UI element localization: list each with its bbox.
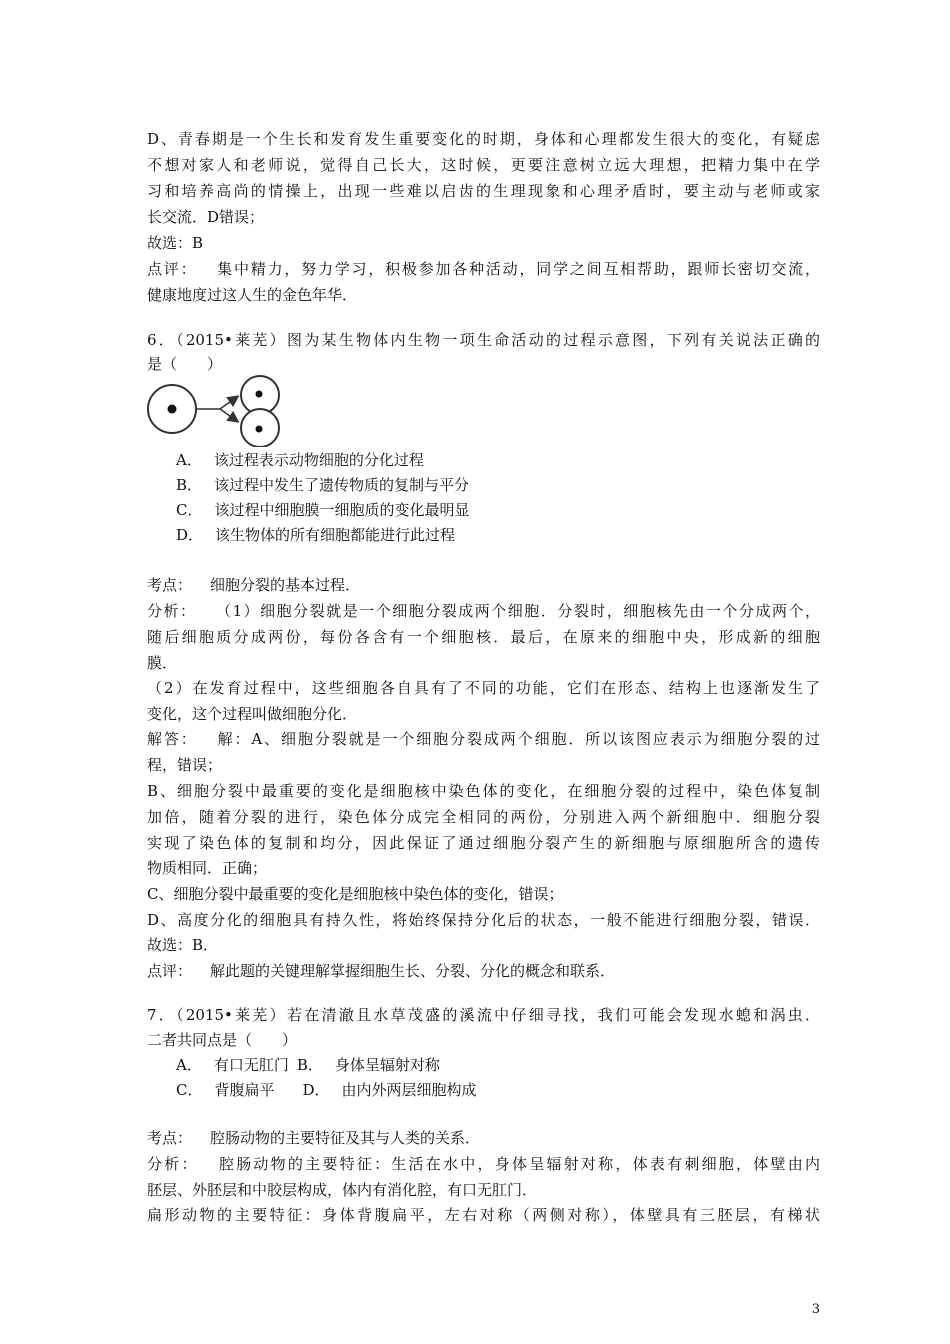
q6-dianping-label: 点评： bbox=[147, 962, 193, 980]
q6-jieda-line-7: C、细胞分裂中最重要的变化是细胞核中染色体的变化，错误； bbox=[147, 885, 564, 903]
q7-option-a-letter: A． bbox=[176, 1056, 202, 1074]
arrow-lower bbox=[220, 409, 237, 421]
q5-d-line-1: D、青春期是一个生长和发育发生重要变化的时期，身体和心理都发生很大的变化，有疑虑 bbox=[147, 130, 820, 148]
page-number: 3 bbox=[811, 1302, 820, 1317]
q6-jieda-line-1 bbox=[147, 729, 820, 749]
q7-fenxi-line-2: 胚层、外胚层和中胶层构成，体内有消化腔，有口无肛门． bbox=[147, 1181, 538, 1199]
q6-fenxi-line-4: （2）在发育过程中，这些细胞各自具有了不同的功能，它们在形态、结构上也逐渐发生了 bbox=[147, 679, 820, 697]
q7-option-a-text: 有口无肛门 bbox=[213, 1056, 289, 1074]
q7-options-row-2 bbox=[176, 1080, 820, 1100]
q6-option-d-letter: D． bbox=[176, 526, 204, 544]
q6-fenxi-line-1 bbox=[147, 601, 820, 621]
q7-fenxi-line-1 bbox=[147, 1154, 820, 1174]
q7-option-d-letter: D． bbox=[302, 1081, 330, 1099]
q7-fenxi-label: 分析： bbox=[147, 1155, 199, 1173]
q6-kaodian-text: 细胞分裂的基本过程． bbox=[210, 576, 361, 594]
q6-jieda-line-6: 物质相同．正确； bbox=[147, 859, 268, 877]
q6-fenxi-line-5: 变化，这个过程叫做细胞分化． bbox=[147, 705, 358, 723]
q6-jieda-line-9: 故选：B． bbox=[147, 936, 219, 954]
q6-option-c-letter: C． bbox=[176, 501, 203, 519]
q7-option-b-text: 身体呈辐射对称 bbox=[334, 1056, 440, 1074]
q7-kaodian-label: 考点： bbox=[147, 1129, 193, 1147]
q7-option-d-text: 由内外两层细胞构成 bbox=[341, 1081, 477, 1099]
parent-cell bbox=[148, 385, 196, 433]
q6-option-c-text: 该过程中细胞膜一细胞质的变化最明显 bbox=[214, 501, 470, 519]
q6-fenxi-line-2: 随后细胞质分成两份，每份各含有一个细胞核．最后，在原来的细胞中央，形成新的细胞 bbox=[147, 628, 820, 646]
q5-comment-line-2: 健康地度过这人生的金色年华． bbox=[147, 286, 358, 304]
q6-kaodian-label: 考点： bbox=[147, 576, 193, 594]
cell-division-figure bbox=[146, 375, 316, 447]
q6-jieda-text-1: 解：A、细胞分裂就是一个细胞分裂成两个细胞．所以该图应表示为细胞分裂的过 bbox=[215, 730, 820, 748]
q5-comment-text-1: 集中精力，努力学习，积极参加各种活动，同学之间互相帮助，跟师长密切交流， bbox=[215, 260, 820, 278]
q6-option-d bbox=[176, 525, 820, 545]
q6-dianping-text: 解此题的关键理解掌握细胞生长、分裂、分化的概念和联系． bbox=[210, 962, 616, 980]
q7-fenxi-text-1: 腔肠动物的主要特征：生活在水中，身体呈辐射对称，体表有刺细胞，体壁由内 bbox=[216, 1155, 820, 1173]
q7-options-row-1 bbox=[176, 1055, 820, 1075]
q5-comment-line-1 bbox=[147, 259, 820, 279]
q5-d-line-2: 不想对家人和老师说，觉得自己长大，这时候，更要注意树立远大理想，把精力集中在学 bbox=[147, 156, 820, 174]
q7-option-c-letter: C． bbox=[176, 1081, 203, 1099]
q6-option-c bbox=[176, 500, 820, 520]
q6-option-a-letter: A． bbox=[176, 451, 202, 469]
q6-dianping bbox=[147, 961, 820, 981]
q6-fenxi-text-1: （1）细胞分裂就是一个细胞分裂成两个细胞．分裂时，细胞核先由一个分成两个， bbox=[214, 602, 820, 620]
q7-fenxi-line-3: 扁形动物的主要特征：身体背腹扁平，左右对称（两侧对称），体壁具有三胚层，有梯状 bbox=[147, 1206, 820, 1224]
q6-fenxi-label: 分析： bbox=[147, 602, 197, 620]
q5-comment-label: 点评： bbox=[147, 260, 198, 278]
q6-jieda-line-4: 加倍，随着分裂的进行，染色体分成完全相同的两份，分别进入两个新细胞中．细胞分裂 bbox=[147, 808, 820, 826]
q6-jieda-line-2: 程，错误； bbox=[147, 756, 223, 774]
q6-jieda-label: 解答： bbox=[147, 730, 198, 748]
q6-fenxi-line-3: 膜． bbox=[147, 654, 178, 672]
q6-option-b-text: 该过程中发生了遗传物质的复制与平分 bbox=[214, 476, 470, 494]
q7-stem-line-1: 7．（2015•莱芜）若在清澈且水草茂盛的溪流中仔细寻找，我们可能会发现水螅和涡虫． bbox=[147, 1006, 820, 1024]
q6-option-a-text: 该过程表示动物细胞的分化过程 bbox=[213, 451, 424, 469]
q7-stem-line-2: 二者共同点是（ ） bbox=[147, 1031, 298, 1049]
q6-kaodian bbox=[147, 575, 820, 595]
q6-stem-line-1: 6．（2015•莱芜）图为某生物体内生物一项生命活动的过程示意图，下列有关说法正确的 bbox=[147, 331, 820, 349]
q7-kaodian bbox=[147, 1128, 820, 1148]
q6-option-b bbox=[176, 475, 820, 495]
q6-option-d-text: 该生物体的所有细胞都能进行此过程 bbox=[215, 526, 456, 544]
q6-option-a bbox=[176, 450, 820, 470]
q5-d-line-3: 习和培养高尚的情操上，出现一些难以启齿的生理现象和心理矛盾时，要主动与老师或家 bbox=[147, 182, 820, 200]
q6-jieda-line-8: D、高度分化的细胞具有持久性，将始终保持分化后的状态，一般不能进行细胞分裂，错误． bbox=[147, 911, 820, 929]
q6-jieda-line-5: 实现了染色体的复制和均分，因此保证了通过细胞分裂产生的新细胞与原细胞所含的遗传 bbox=[147, 834, 820, 852]
q5-answer: 故选：B bbox=[147, 234, 204, 252]
q7-kaodian-text: 腔肠动物的主要特征及其与人类的关系． bbox=[210, 1129, 481, 1147]
q6-stem-line-2: 是（ ） bbox=[147, 355, 223, 373]
q6-jieda-line-3: B、细胞分裂中最重要的变化是细胞核中染色体的变化，在细胞分裂的过程中，染色体复制 bbox=[147, 782, 820, 800]
q7-option-b-letter: B． bbox=[296, 1056, 323, 1074]
q7-option-c-text: 背腹扁平 bbox=[214, 1081, 275, 1099]
q5-d-line-4: 长交流．D错误； bbox=[147, 208, 265, 226]
arrow-upper bbox=[220, 397, 237, 409]
daughter-cell-lower bbox=[241, 409, 279, 447]
q6-option-b-letter: B． bbox=[176, 476, 203, 494]
